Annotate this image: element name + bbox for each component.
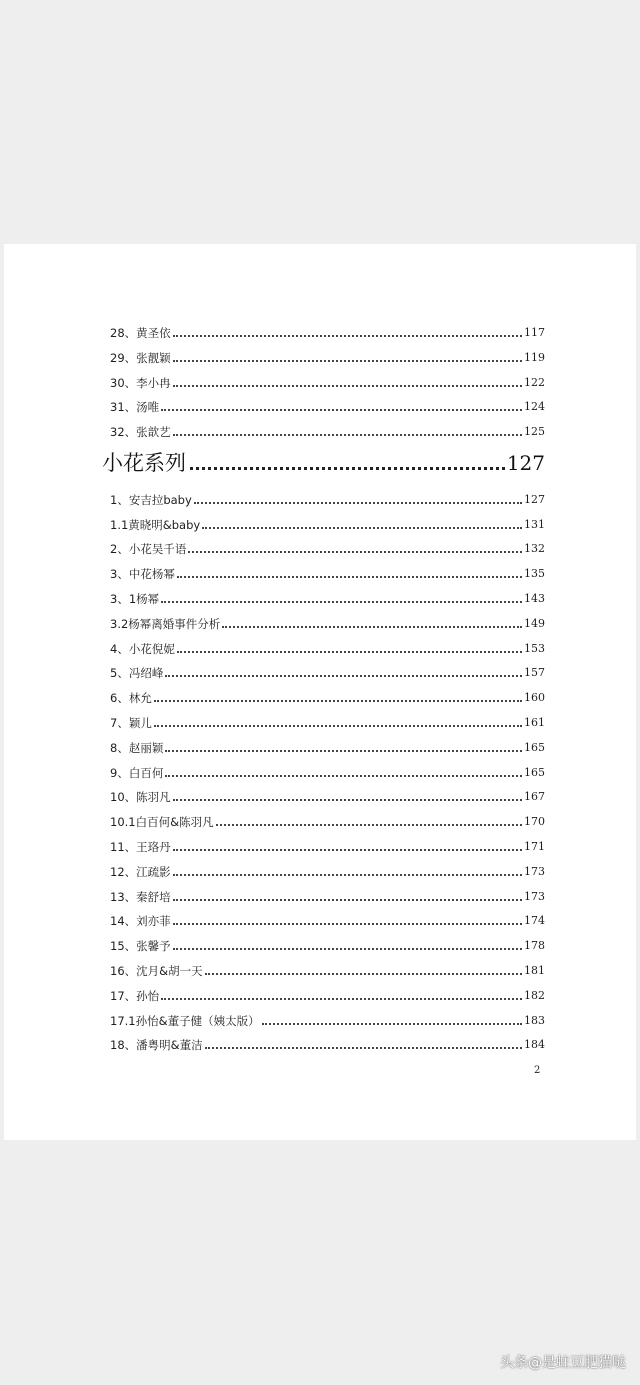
toc-leader — [173, 899, 522, 901]
toc-entry[interactable] — [110, 660, 545, 680]
toc-leader — [173, 799, 522, 801]
toc-entry[interactable] — [110, 760, 545, 780]
toc-entry-label: 9、白百何 — [110, 766, 164, 780]
toc-leader — [173, 385, 522, 387]
toc-leader — [165, 775, 522, 777]
toc-entry-page: 170 — [524, 815, 545, 828]
toc-entry-page: 135 — [524, 567, 545, 580]
toc-leader — [165, 675, 522, 677]
toc-leader — [222, 626, 522, 628]
toc-entry-page: 171 — [524, 840, 545, 853]
toc-entry-page: 157 — [524, 666, 545, 679]
toc-entry-page: 117 — [524, 326, 545, 339]
toc-entry[interactable] — [110, 784, 545, 804]
page-number: 2 — [534, 1065, 541, 1076]
toc-leader — [161, 601, 522, 603]
toc-leader — [177, 651, 522, 653]
toc-entry[interactable] — [110, 884, 545, 904]
toc-leader — [173, 335, 522, 337]
toc-entry-label: 7、颖儿 — [110, 716, 152, 730]
toc-entry-label: 16、沈月&胡一天 — [110, 964, 203, 978]
toc-entry-page: 184 — [524, 1038, 545, 1051]
toc-entry-page: 183 — [524, 1014, 545, 1027]
section-title: 小花系列 — [102, 451, 186, 475]
toc-leader — [177, 576, 522, 578]
toc-entry[interactable] — [110, 958, 545, 978]
toc-entry-label: 5、冯绍峰 — [110, 666, 164, 680]
toc-entry-page: 173 — [524, 865, 545, 878]
toc-entry-label: 28、黄圣依 — [110, 326, 171, 340]
toc-leader — [216, 824, 522, 826]
toc-entry-page: 153 — [524, 642, 545, 655]
toc-entry-page: 127 — [524, 493, 545, 506]
toc-entry-label: 17.1孙怡&董子健（姨太版） — [110, 1014, 260, 1028]
toc-leader — [205, 1047, 522, 1049]
toc-entry[interactable] — [110, 834, 545, 854]
toc-leader — [173, 849, 522, 851]
section-page: 127 — [506, 451, 545, 475]
toc-entry-page: 178 — [524, 939, 545, 952]
watermark: 头条@是蛀豆肥猫哒 — [500, 1355, 626, 1371]
toc-entry[interactable] — [110, 710, 545, 730]
toc-entry[interactable] — [110, 611, 545, 631]
toc-leader — [262, 1023, 522, 1025]
toc-entry-label: 18、潘粤明&董洁 — [110, 1038, 203, 1052]
toc-entry-page: 181 — [524, 964, 545, 977]
toc-leader — [202, 527, 522, 529]
toc-leader — [205, 973, 522, 975]
toc-entry[interactable] — [110, 1008, 545, 1028]
toc-entry-label: 6、林允 — [110, 691, 152, 705]
toc-entry-label: 13、秦舒培 — [110, 890, 171, 904]
toc-entry-page: 165 — [524, 766, 545, 779]
toc-entry[interactable] — [110, 320, 545, 340]
toc-entry-label: 12、江疏影 — [110, 865, 171, 879]
toc-leader — [173, 874, 522, 876]
toc-leader — [190, 467, 505, 470]
toc-entry-page: 161 — [524, 716, 545, 729]
toc-entry[interactable] — [110, 1032, 545, 1052]
toc-entry[interactable] — [110, 394, 545, 414]
toc-entry-label: 4、小花倪妮 — [110, 642, 175, 656]
toc-entry-label: 10.1白百何&陈羽凡 — [110, 815, 214, 829]
toc-leader — [154, 700, 522, 702]
toc-entry-page: 165 — [524, 741, 545, 754]
toc-leader — [165, 750, 522, 752]
toc-entry-label: 17、孙怡 — [110, 989, 160, 1003]
toc-section-heading[interactable] — [102, 447, 545, 475]
document-page — [4, 244, 636, 1140]
toc-entry-label: 3、中花杨幂 — [110, 567, 175, 581]
toc-leader — [194, 502, 522, 504]
toc-entry[interactable] — [110, 586, 545, 606]
toc-entry-label: 8、赵丽颖 — [110, 741, 164, 755]
toc-entry[interactable] — [110, 735, 545, 755]
toc-entry-page: 167 — [524, 790, 545, 803]
toc-entry-page: 122 — [524, 376, 545, 389]
toc-leader — [173, 434, 522, 436]
toc-entry[interactable] — [110, 512, 545, 532]
toc-entry[interactable] — [110, 636, 545, 656]
toc-entry[interactable] — [110, 908, 545, 928]
toc-entry-page: 182 — [524, 989, 545, 1002]
toc-leader — [173, 948, 522, 950]
toc-entry-label: 29、张靓颖 — [110, 351, 171, 365]
toc-entry-page: 149 — [524, 617, 545, 630]
toc-entry[interactable] — [110, 809, 545, 829]
toc-entry-label: 30、李小冉 — [110, 376, 171, 390]
toc-entry-label: 2、小花吴千语 — [110, 542, 187, 556]
toc-entry-page: 125 — [524, 425, 545, 438]
toc-entry[interactable] — [110, 536, 545, 556]
toc-entry-label: 3、1杨幂 — [110, 592, 160, 606]
toc-entry-page: 174 — [524, 914, 545, 927]
toc-entry[interactable] — [110, 983, 545, 1003]
toc-leader — [161, 409, 522, 411]
toc-entry[interactable] — [110, 370, 545, 390]
toc-entry-page: 119 — [524, 351, 545, 364]
toc-leader — [173, 360, 522, 362]
toc-entry-label: 1.1黄晓明&baby — [110, 518, 201, 532]
toc-entry[interactable] — [110, 933, 545, 953]
toc-entry-page: 173 — [524, 890, 545, 903]
toc-entry[interactable] — [110, 487, 545, 507]
toc-entry[interactable] — [110, 345, 545, 365]
toc-entry[interactable] — [110, 419, 545, 439]
toc-leader — [173, 923, 522, 925]
toc-entry-label: 11、王珞丹 — [110, 840, 171, 854]
toc-entry-page: 131 — [524, 518, 545, 531]
toc-entry-label: 15、张馨予 — [110, 939, 171, 953]
toc-leader — [161, 998, 522, 1000]
toc-entry-page: 132 — [524, 542, 545, 555]
toc-entry-label: 14、刘亦菲 — [110, 914, 171, 928]
toc-entry-page: 143 — [524, 592, 545, 605]
toc-entry-page: 124 — [524, 400, 545, 413]
toc-entry[interactable] — [110, 685, 545, 705]
toc-entry-page: 160 — [524, 691, 545, 704]
toc-leader — [188, 551, 522, 553]
toc-entry-label: 3.2杨幂离婚事件分析 — [110, 617, 221, 631]
toc-leader — [154, 725, 522, 727]
toc-entry-label: 31、汤唯 — [110, 400, 160, 414]
toc-entry[interactable] — [110, 561, 545, 581]
toc-entry-label: 32、张歆艺 — [110, 425, 171, 439]
toc-entry-label: 1、安吉拉baby — [110, 493, 192, 507]
toc-entry[interactable] — [110, 859, 545, 879]
toc-entry-label: 10、陈羽凡 — [110, 790, 171, 804]
